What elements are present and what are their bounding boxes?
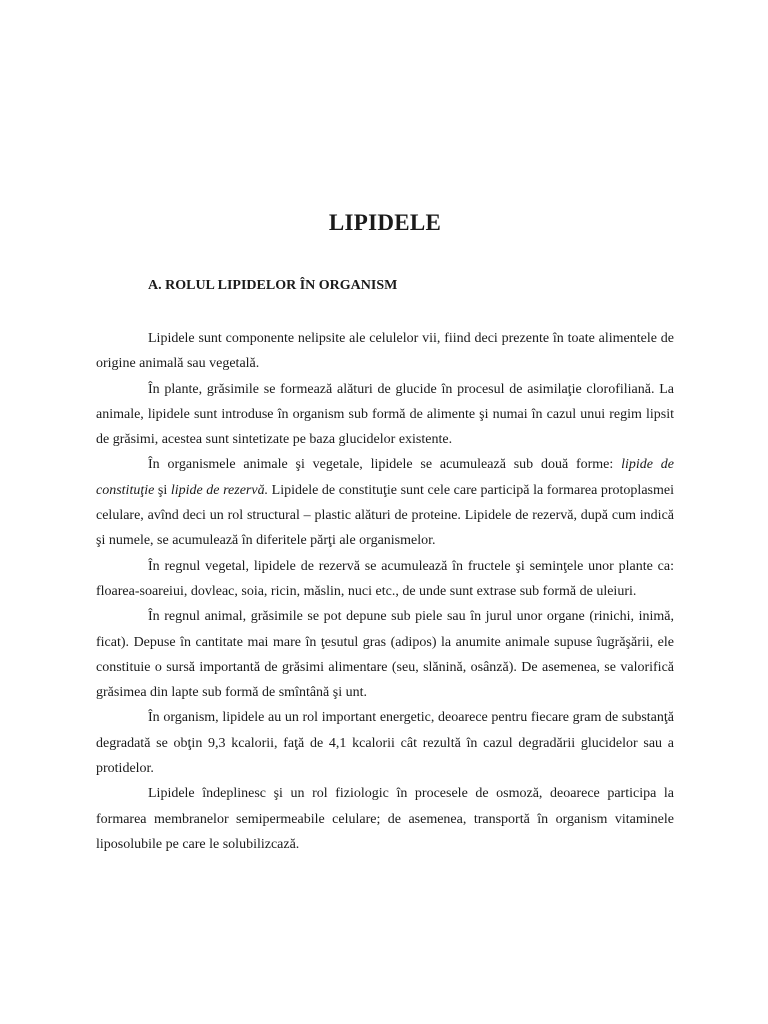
paragraph-text: În organismele animale şi vegetale, lipidele se acumulează sub două forme: [148,457,622,473]
body-text [96,326,674,857]
paragraph-2 [96,377,674,453]
paragraph-text: Lipidele sunt componente nelipsite ale celulelor vii, fiind deci prezente în toate alimentele de origine animală sau vegetală. [96,331,674,372]
paragraph-text: Lipidele îndeplinesc şi un rol fiziologic în procesele de osmoză, deoarece participa la formarea membranelor semipermeabile celulare; de asemenea, transportă în organism vitaminele liposolubile pe care le solubilizcază. [96,786,674,852]
italic-term-constitutie: lipide de constituţie [96,457,674,498]
section-heading: A. ROLUL LIPIDELOR ÎN ORGANISM [148,278,398,293]
paragraph-5 [96,604,674,705]
paragraph-text: În regnul animal, grăsimile se pot depune sub piele sau în jurul unor organe (rinichi, inimă, ficat). Depuse în cantitate mai mare în ţesutul gras (adipos) la anumite animale supuse îugrăşării, ele constituie o sursă importantă de grăsimi alimentare (seu, slănină, osânză). De asemenea, se valorifică grăsimea din lapte sub formă de smîntână şi unt. [96,609,674,701]
paragraph-text: Lipidele de constituţie sunt cele care participă la formarea protoplasmei celulare, avînd deci un rol structural – plastic alături de proteine. Lipidele de rezervă, după cum indică şi numele, se acumulează în diferitele părţi ale organismelor. [96,482,674,549]
paragraph-3 [96,452,674,553]
paragraph-text: În plante, grăsimile se formează alături de glucide în procesul de asimilaţie clorofiliană. La animale, lipidele sunt introduse în organism sub formă de alimente şi numai în cazul unui regim lipsit de grăsimi, acestea sunt sintetizate pe baza glucidelor existente. [96,381,674,448]
paragraph-1 [96,326,674,377]
paragraph-4 [96,554,674,605]
paragraph-7 [96,781,674,857]
italic-term-rezerva: lipide de rezervă. [170,482,269,498]
page-title: LIPIDELE [328,210,442,235]
paragraph-text: şi [154,482,171,498]
paragraph-text: În organism, lipidele au un rol important energetic, deoarece pentru fiecare gram de substanţă degradată se obţin 9,3 kcalorii, faţă de 4,1 kcalorii cât rezultă în cazul degradării glucidelor sau a protidelor. [96,710,674,777]
paragraph-6 [96,705,674,781]
paragraph-text: În regnul vegetal, lipidele de rezervă se acumulează în fructele şi seminţele unor plante ca: floarea-soareiui, dovleac, soia, ricin, măslin, nuci etc., de unde sunt extrase sub formă de uleiuri. [96,558,674,599]
